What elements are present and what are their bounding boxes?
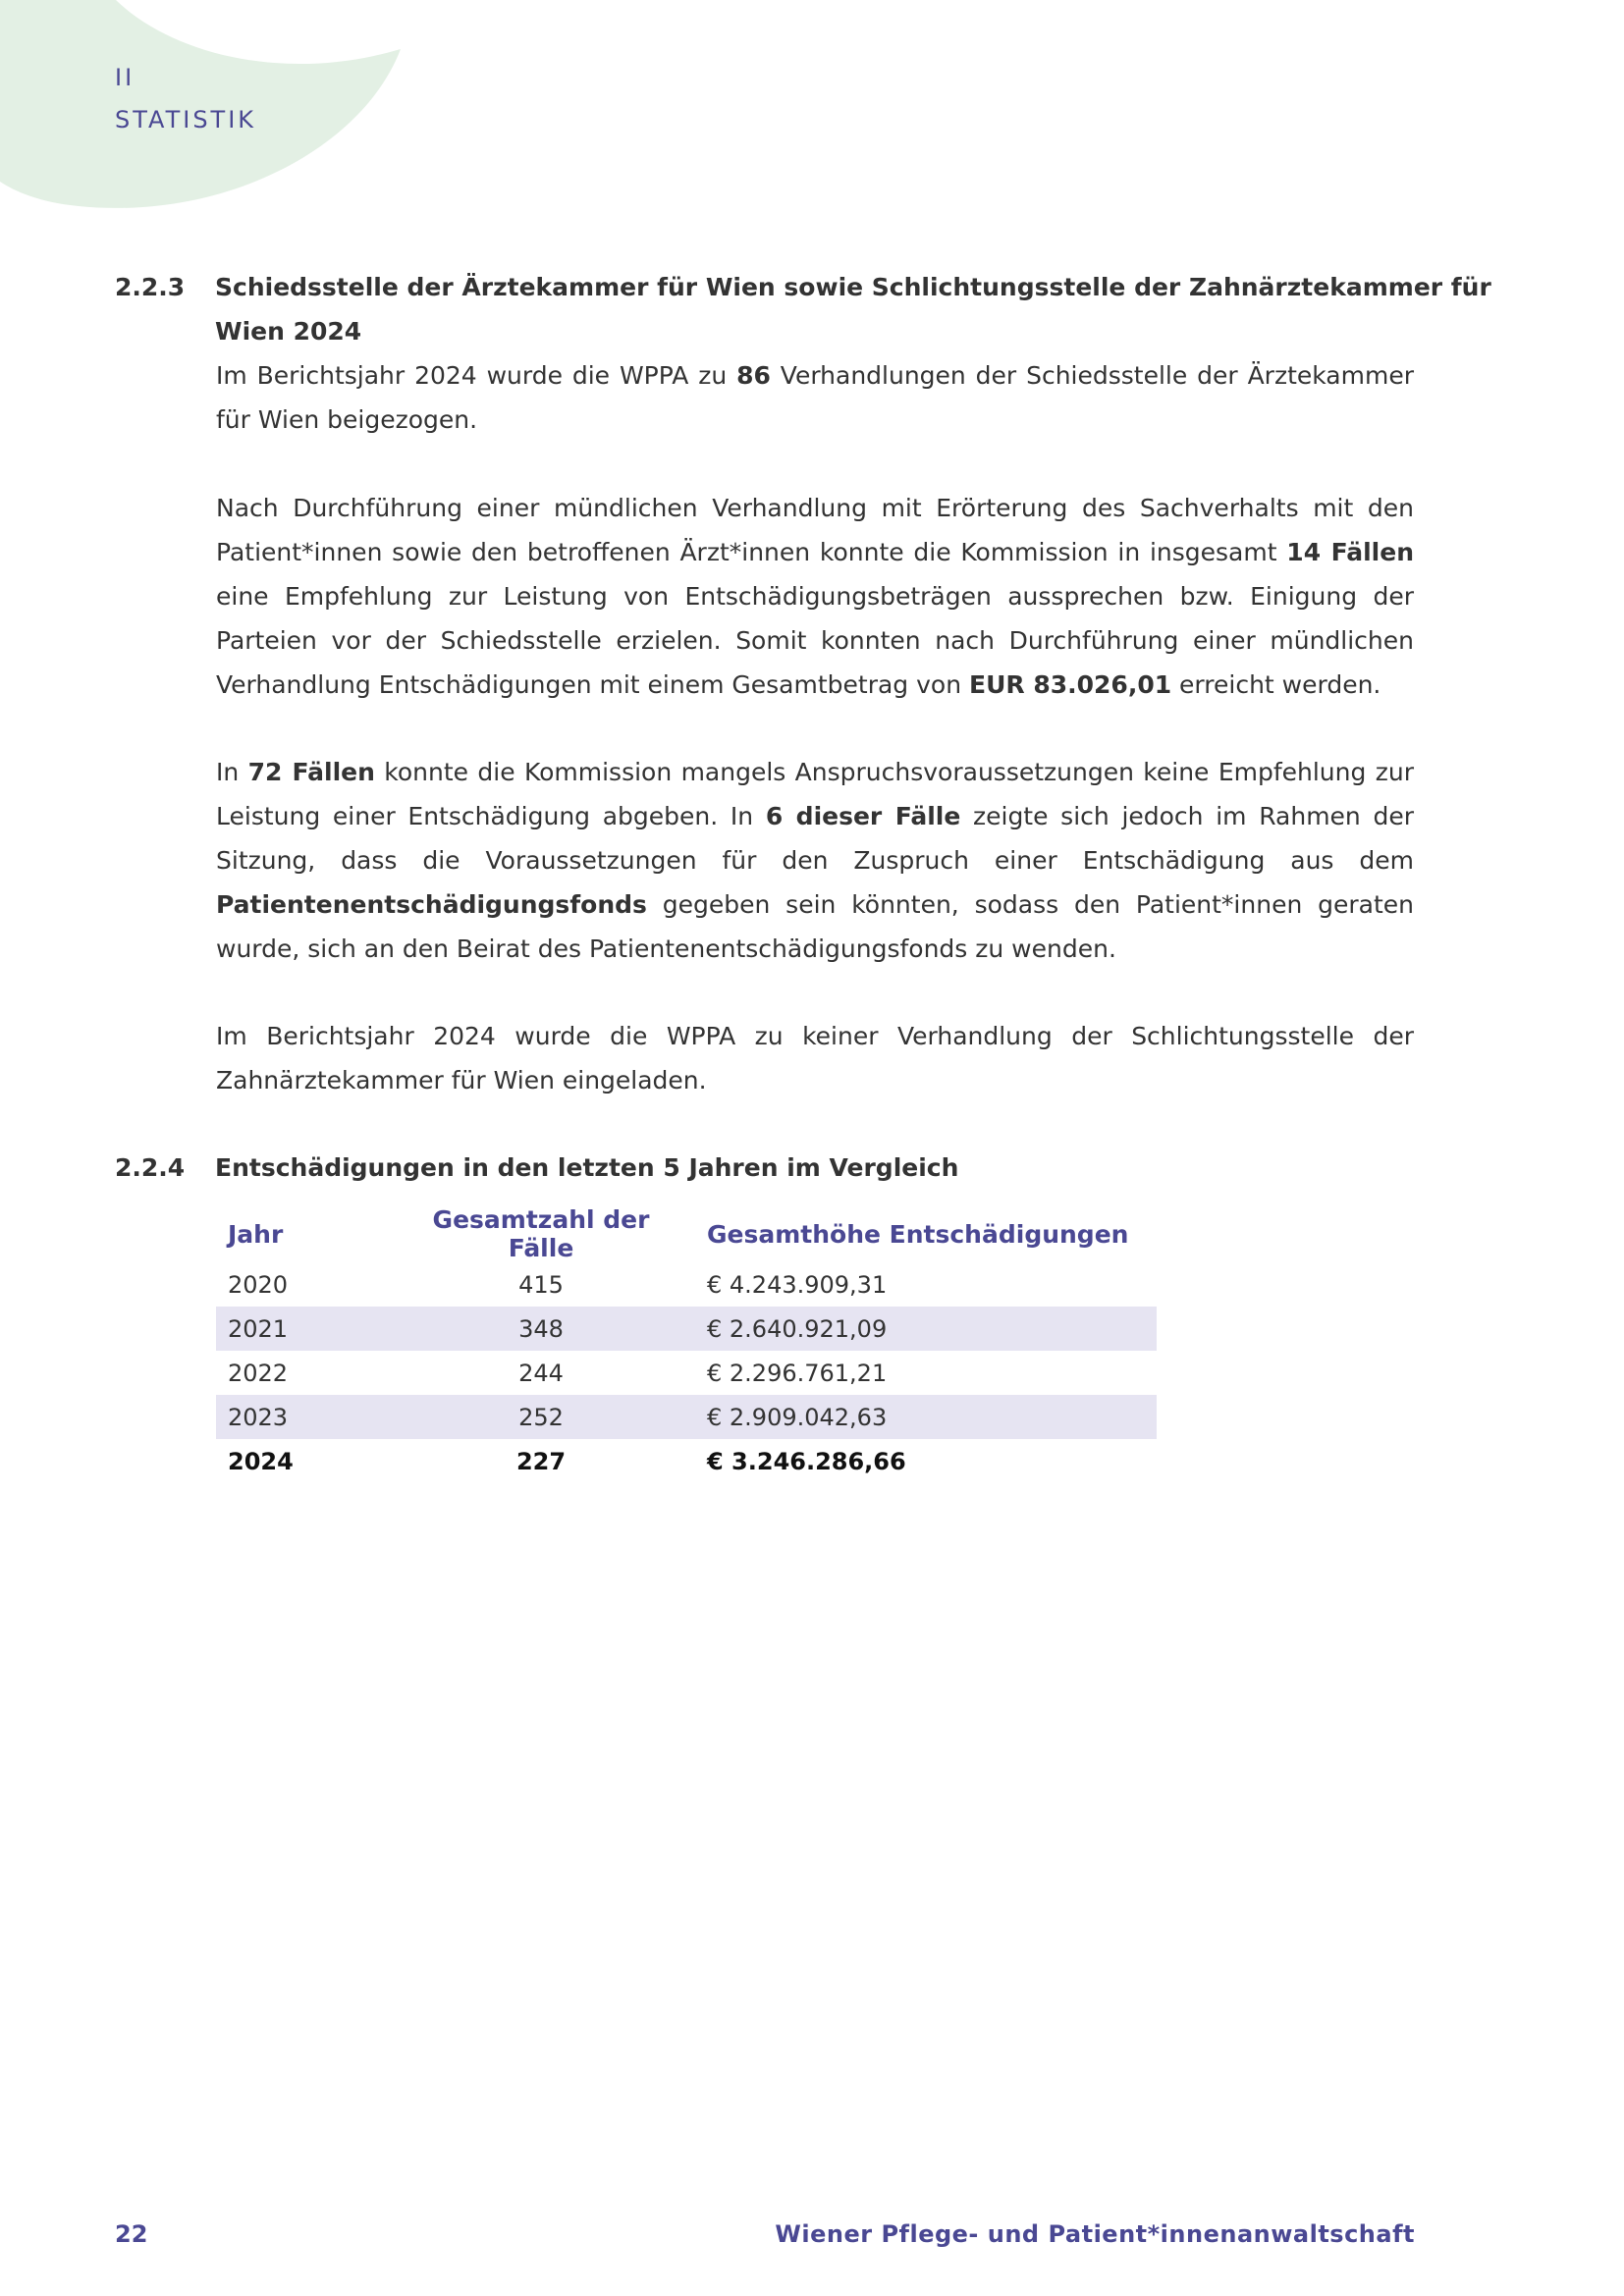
cell-cases: 227: [515, 1447, 567, 1475]
cell-amount: € 4.243.909,31: [707, 1270, 888, 1299]
compensation-table: [216, 1205, 1157, 1483]
paragraph-3: [216, 750, 1414, 971]
table-header-row: [216, 1205, 1157, 1262]
bold-number: 86: [736, 361, 771, 390]
text: eine Empfehlung zur Leistung von Entschädigungsbeträgen aussprechen bzw. Einigung der Parteien vor der Schiedsstelle erzielen. Somit konnten nach Durchführung einer mündlichen Verhandlung Entschädigungen mit einem Gesamtbetrag von: [216, 582, 1414, 699]
text: erreicht werden.: [1171, 670, 1381, 699]
section-number: 2.2.3: [115, 273, 186, 301]
cell-cases: 244: [518, 1359, 564, 1387]
chapter-header: [115, 57, 256, 141]
cell-year: 2022: [228, 1359, 289, 1387]
column-header-cases: Gesamtzahl der Fälle: [432, 1205, 650, 1262]
section-title: Schiedsstelle der Ärztekammer für Wien sowie Schlichtungsstelle der Zahnärztekammer für Wien 2024: [215, 273, 1491, 346]
section-title: Entschädigungen in den letzten 5 Jahren im Vergleich: [215, 1153, 959, 1182]
paragraph-2: [216, 486, 1414, 707]
cell-year: 2024: [228, 1447, 294, 1475]
bold-count: 6 dieser Fälle: [765, 802, 961, 830]
table-row: [216, 1395, 1157, 1439]
paragraph-4: Im Berichtsjahr 2024 wurde die WPPA zu keiner Verhandlung der Schlichtungsstelle der Zahnärztekammer für Wien eingeladen.: [216, 1022, 1414, 1095]
table-row: [216, 1307, 1157, 1351]
paragraph-1: [216, 353, 1414, 442]
bold-count: 72 Fällen: [247, 758, 375, 786]
text: Im Berichtsjahr 2024 wurde die WPPA zu: [216, 361, 737, 390]
cell-year: 2020: [228, 1270, 289, 1299]
text: Nach Durchführung einer mündlichen Verhandlung mit Erörterung des Sachverhalts mit den Patient*innen sowie den betroffenen Ärzt*innen konnte die Kommission in insgesamt: [216, 494, 1414, 566]
section-heading-2-2-3: [115, 265, 1531, 353]
column-header-year: Jahr: [228, 1219, 284, 1249]
text: Verhandlungen der Schiedsstelle der Ärztekammer für Wien beigezogen.: [216, 361, 1414, 434]
text: zeigte sich jedoch im Rahmen der Sitzung, dass die Voraussetzungen für den Zuspruch einer Entschädigung aus dem: [216, 802, 1414, 875]
footer-organization: Wiener Pflege- und Patient*innenanwaltschaft: [775, 2220, 1415, 2248]
table-row-current-year: [216, 1439, 1157, 1483]
column-header-amount: Gesamthöhe Entschädigungen: [707, 1219, 1129, 1249]
bold-term: Patientenentschädigungsfonds: [216, 890, 647, 919]
cell-amount: € 2.640.921,09: [695, 1307, 1157, 1351]
section-heading-2-2-4: [115, 1146, 1531, 1190]
cell-year: 2021: [216, 1307, 387, 1351]
bold-amount: EUR 83.026,01: [969, 670, 1172, 699]
cell-cases: 252: [387, 1395, 695, 1439]
cell-year: 2023: [216, 1395, 387, 1439]
section-number: 2.2.4: [115, 1153, 186, 1182]
chapter-label: STATISTIK: [115, 106, 257, 133]
text: konnte die Kommission mangels Anspruchsvoraussetzungen keine Empfehlung zur Leistung einer Entschädigung abgeben. In: [216, 758, 1414, 830]
chapter-roman-numeral: II: [115, 64, 135, 91]
cell-amount: € 2.296.761,21: [707, 1359, 888, 1387]
cell-amount: € 3.246.286,66: [707, 1447, 906, 1475]
page-number: 22: [115, 2220, 148, 2248]
table-row: [216, 1351, 1157, 1395]
bold-count: 14 Fällen: [1286, 538, 1414, 566]
text: gegeben sein könnten, sodass den Patient*innen geraten wurde, sich an den Beirat des Patientenentschädigungsfonds zu wenden.: [216, 890, 1414, 963]
cell-amount: € 2.909.042,63: [695, 1395, 1157, 1439]
cell-cases: 348: [387, 1307, 695, 1351]
table-row: [216, 1262, 1157, 1307]
cell-cases: 415: [518, 1270, 564, 1299]
text: In: [216, 758, 248, 786]
